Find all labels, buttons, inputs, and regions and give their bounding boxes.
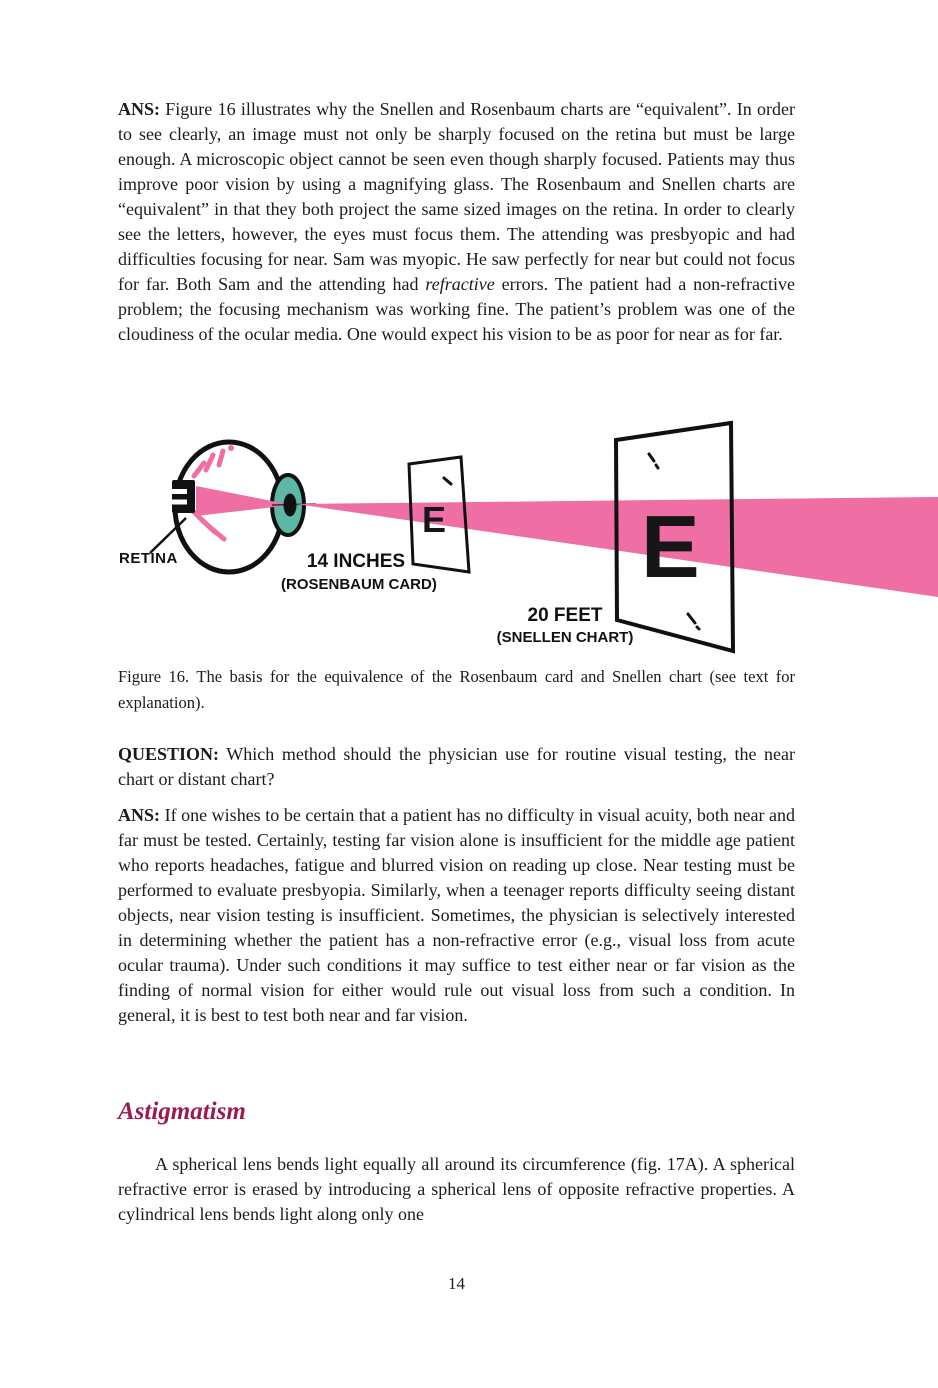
rosenbaum-card-label: (ROSENBAUM CARD) — [281, 576, 437, 593]
page-number: 14 — [448, 1274, 465, 1293]
section-heading-astigmatism: Astigmatism — [118, 1098, 246, 1125]
retina-letter-e — [172, 480, 195, 513]
chart-letter-e: E — [641, 497, 700, 596]
answer-paragraph-1: ANS: Figure 16 illustrates why the Snellen and Rosenbaum charts are “equivalent”. In order to see clearly, an image must not only be sharply focused on the retina but must be large enough. A microscopic object cannot be seen even though sharply focused. Patients may thus improve poor vision by using a magnifying glass. The Rosenbaum and Snellen charts are “equivalent” in that they both project the same sized images on the retina. In order to clearly see the letters, however, the eyes must focus them. The attending was presbyopic and had difficulties focusing for near. Sam was myopic. He saw perfectly for near but could not focus for far. Both Sam and the attending had refractive errors. The patient had a non-refractive problem; the focusing mechanism was working fine. The patient’s problem was one of the cloudiness of the ocular media. One would expect his vision to be as poor for near as for far. — [118, 99, 796, 344]
pupil — [284, 494, 297, 517]
far-distance-label: 20 FEET — [527, 605, 603, 626]
answer-paragraph-2: ANS: If one wishes to be certain that a patient has no difficulty in visual acuity, both near and far must be tested. Certainly, testing far vision alone is insufficient for the middle age patient who reports headaches, fatigue and blurred vision on reading up close. Near testing must be performed to evaluate presbyopia. Similarly, when a teenager reports difficulty seeing distant objects, near vision testing is insufficient. Sometimes, the physician is selectively interested in determining whether the patient has a non-refractive error (e.g., visual loss from acute ocular trauma). Under such conditions it may suffice to test either near or far vision as the finding of normal vision for either would rule out visual loss from such a condition. In general, it is best to test both near and far vision. — [118, 805, 795, 1025]
snellen-chart-label: (SNELLEN CHART) — [496, 629, 634, 646]
astigmatism-paragraph: A spherical lens bends light equally all around its circumference (fig. 17A). A spherical refractive error is erased by introducing a spherical lens of opposite refractive properties. A cylindrical lens bends light along only one — [118, 1154, 795, 1224]
question-paragraph: QUESTION: Which method should the physician use for routine visual testing, the near chart or distant chart? — [118, 744, 795, 789]
figure-16-illustration — [0, 408, 938, 666]
eye-diagram — [0, 408, 938, 666]
figure-caption: Figure 16. The basis for the equivalence of the Rosenbaum card and Snellen chart (see text for explanation). — [118, 667, 795, 712]
retina-label: RETINA — [119, 550, 178, 567]
near-distance-label: 14 INCHES — [306, 551, 406, 572]
card-letter-e: E — [422, 499, 447, 540]
